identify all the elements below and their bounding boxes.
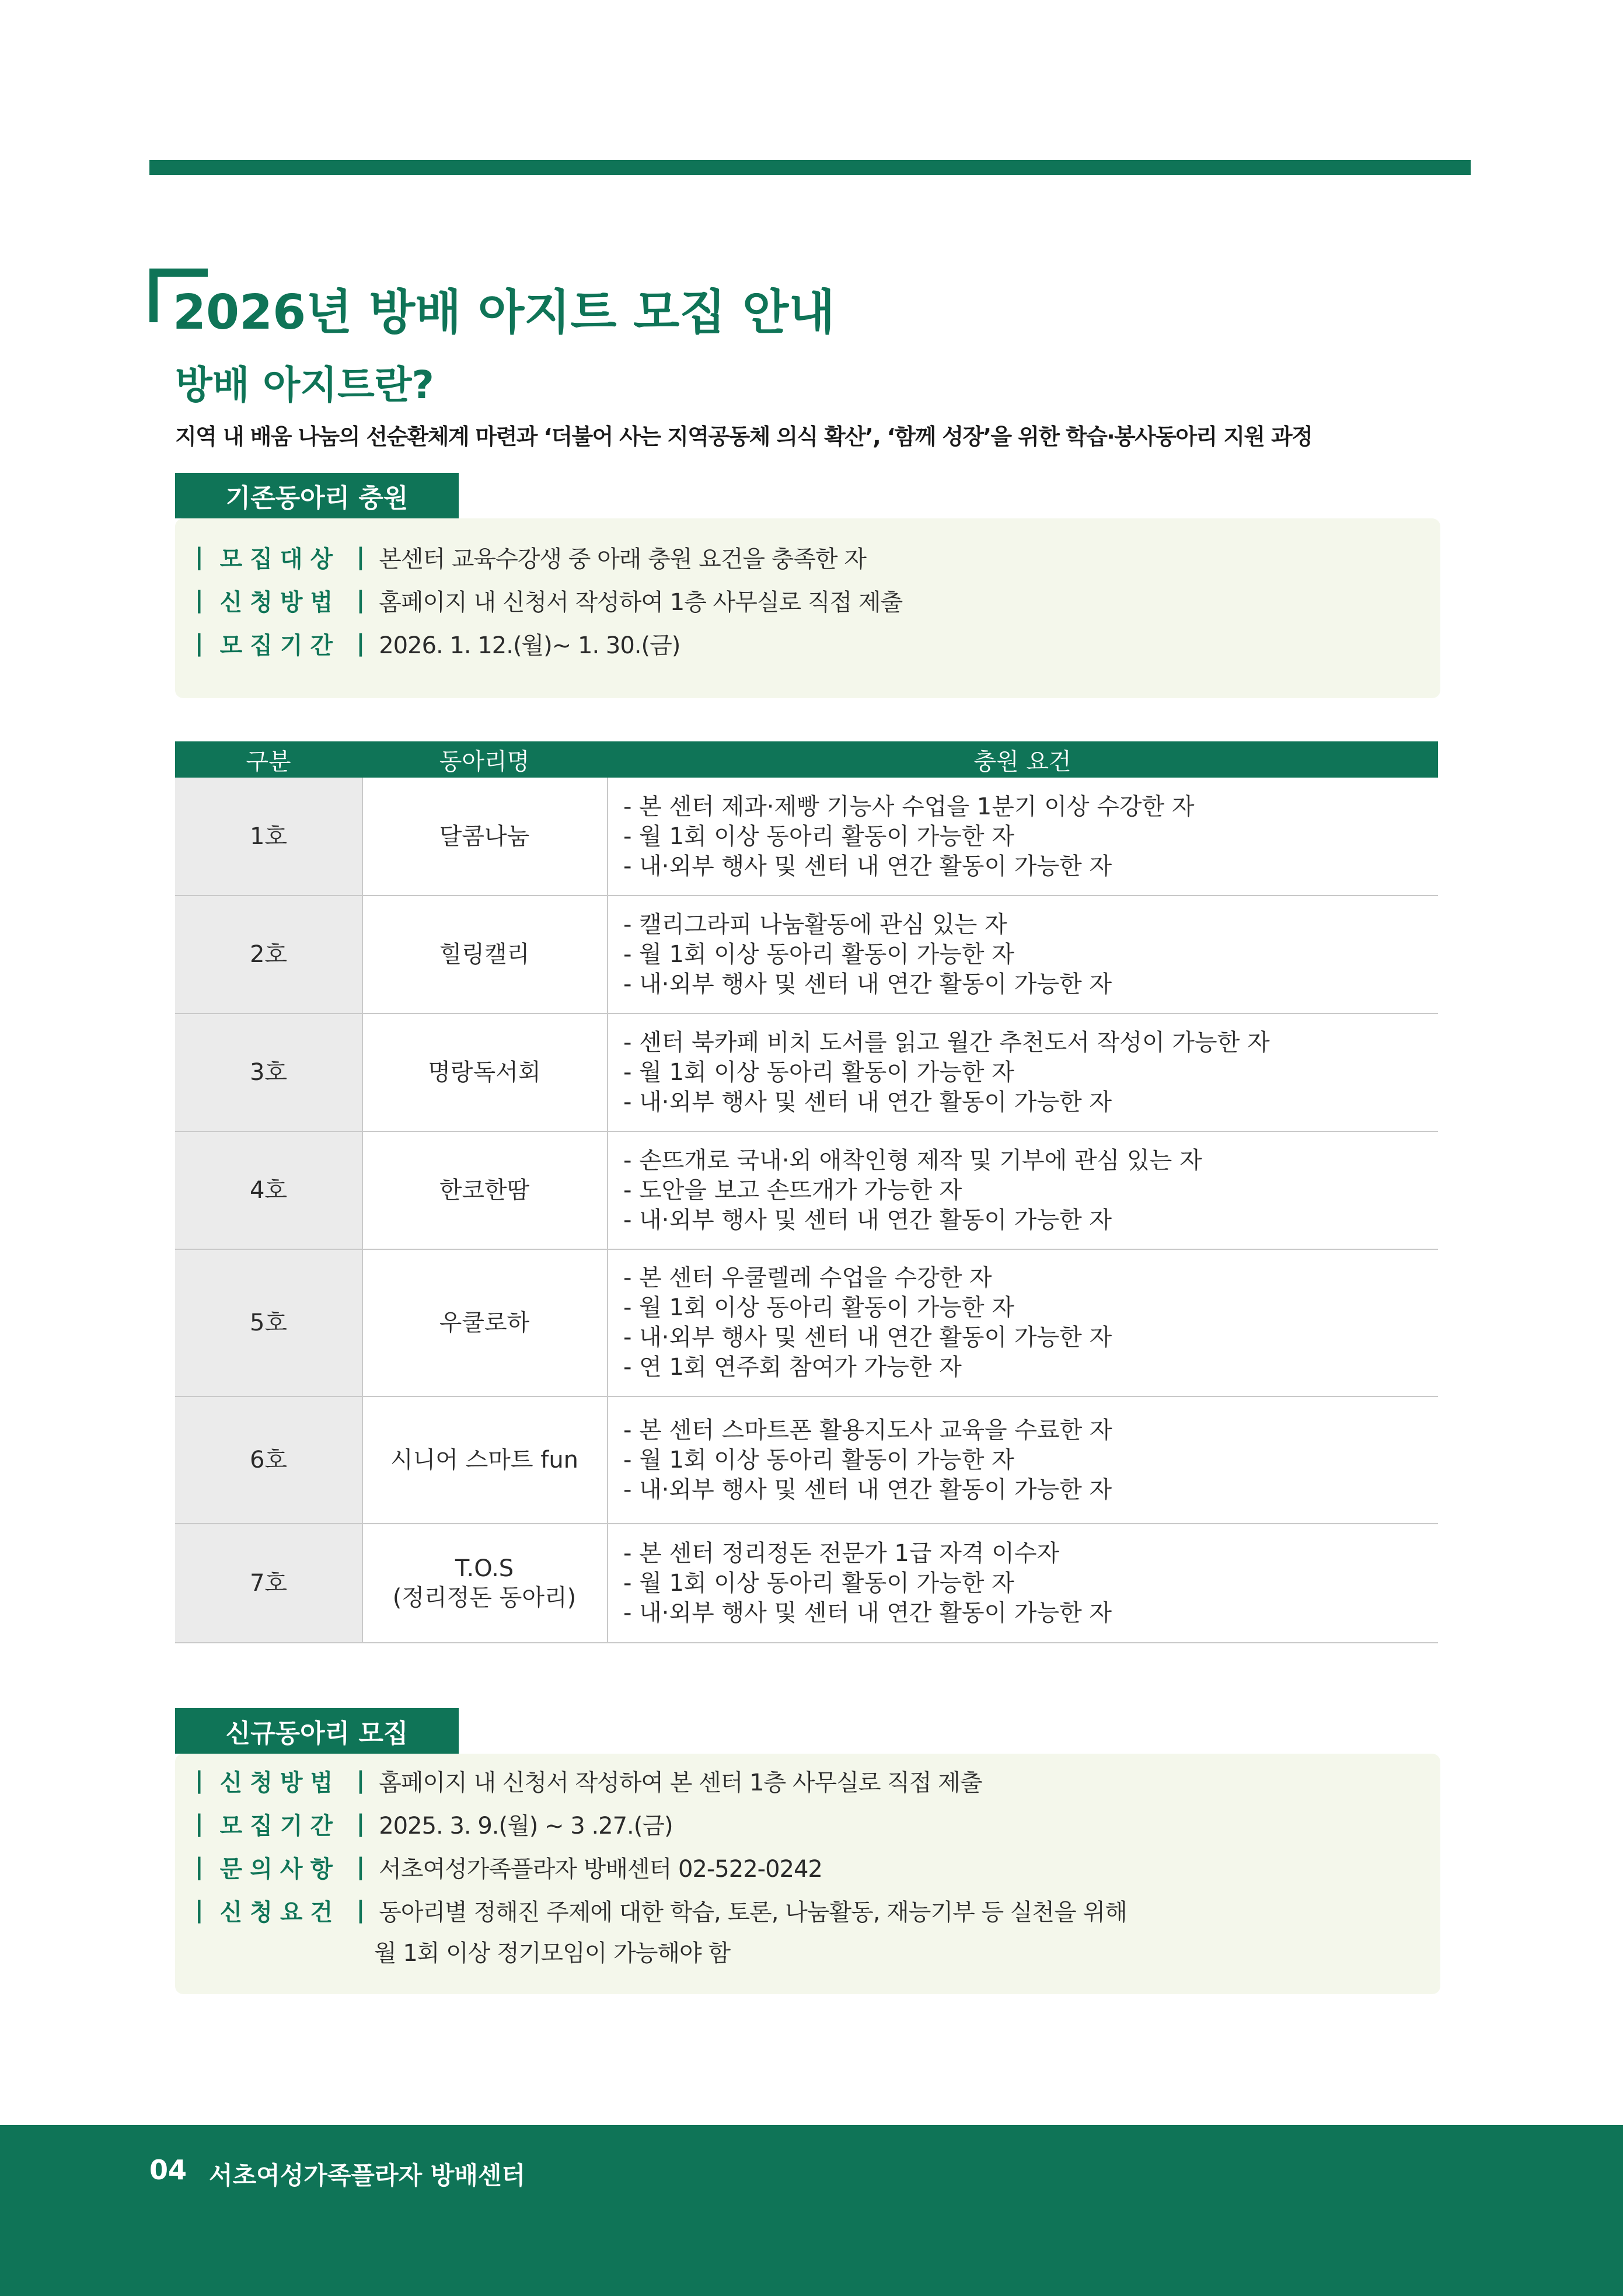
bar-divider: | <box>356 1897 365 1924</box>
bar-divider: | <box>356 587 365 614</box>
info-key: 문의사항 <box>219 1855 341 1883</box>
club-name: 힐링캘리 <box>439 941 530 968</box>
existing-club-info-box <box>175 518 1440 698</box>
requirement-item: - 내·외부 행사 및 센터 내 연간 활동이 가능한 자 <box>623 852 1112 880</box>
existing-club-label: 기존동아리 충원 <box>175 473 459 518</box>
program-description: 지역 내 배움 나눔의 선순환체계 마련과 ‘더불어 사는 지역공동체 의식 확산’, ‘함께 성장’을 위한 학습·봉사동아리 지원 과정 <box>175 424 1313 450</box>
column-header-club-name: 동아리명 <box>439 748 530 775</box>
bar-divider: | <box>356 630 365 657</box>
page-title: 2026년 방배 아지트 모집 안내 <box>173 285 835 340</box>
info-key: 신청방법 <box>219 1769 341 1796</box>
requirement-item: - 내·외부 행사 및 센터 내 연간 활동이 가능한 자 <box>623 1088 1112 1116</box>
table-cell-no: 4호 <box>249 1177 288 1204</box>
requirement-item: - 내·외부 행사 및 센터 내 연간 활동이 가능한 자 <box>623 1599 1112 1626</box>
info-row-requirements <box>175 1889 1127 1931</box>
bar-divider: | <box>195 1897 204 1924</box>
table-cell-no: 1호 <box>249 823 288 850</box>
title-corner-mark-vertical <box>149 269 158 322</box>
info-key: 신청방법 <box>219 588 341 616</box>
table-cell-no: 6호 <box>249 1447 288 1473</box>
column-divider <box>607 778 608 1643</box>
info-key: 모집기간 <box>219 632 341 659</box>
club-name: 달콤나눔 <box>439 823 530 850</box>
requirement-item: - 월 1회 이상 동아리 활동이 가능한 자 <box>623 1446 1014 1473</box>
table-cell-requirements <box>623 1249 1112 1396</box>
requirement-item: - 월 1회 이상 동아리 활동이 가능한 자 <box>623 1058 1014 1086</box>
table-header <box>175 741 1438 778</box>
club-name-note: (정리정돈 동아리) <box>392 1584 577 1611</box>
requirement-item: - 월 1회 이상 동아리 활동이 가능한 자 <box>623 1294 1014 1321</box>
requirement-item: - 캘리그라피 나눔활동에 관심 있는 자 <box>623 911 1007 938</box>
requirement-item: - 내·외부 행사 및 센터 내 연간 활동이 가능한 자 <box>623 1324 1112 1351</box>
info-value: 2025. 3. 9.(월) ~ 3 .27.(금) <box>379 1812 673 1839</box>
info-row-period <box>175 1803 673 1845</box>
new-club-info-box <box>175 1754 1440 1994</box>
bar-divider: | <box>356 1767 365 1794</box>
requirement-item: - 본 센터 스마트폰 활용지도사 교육을 수료한 자 <box>623 1416 1112 1444</box>
info-row-method <box>175 579 902 621</box>
row-divider <box>175 1642 1438 1643</box>
bar-divider: | <box>195 587 204 614</box>
bar-divider: | <box>356 1853 365 1880</box>
table-cell-no: 2호 <box>249 941 288 968</box>
table-cell-club-name <box>362 1131 607 1249</box>
info-value-continued: 월 1회 이상 정기모임이 가능해야 함 <box>374 1939 730 1967</box>
club-name: 우쿨로하 <box>439 1309 530 1336</box>
requirement-item: - 내·외부 행사 및 센터 내 연간 활동이 가능한 자 <box>623 1206 1112 1234</box>
requirement-item: - 내·외부 행사 및 센터 내 연간 활동이 가능한 자 <box>623 1476 1112 1503</box>
requirement-item: - 본 센터 정리정돈 전문가 1급 자격 이수자 <box>623 1539 1060 1567</box>
top-rule <box>149 160 1471 175</box>
table-cell-club-name <box>362 1013 607 1131</box>
info-key: 모집대상 <box>219 545 341 573</box>
bar-divider: | <box>195 630 204 657</box>
section-subtitle: 방배 아지트란? <box>175 363 434 407</box>
column-header-requirements: 충원 요건 <box>973 748 1071 775</box>
bar-divider: | <box>195 1767 204 1794</box>
club-name: 한코한땀 <box>439 1177 530 1204</box>
requirement-item: - 손뜨개로 국내·외 애착인형 제작 및 기부에 관심 있는 자 <box>623 1147 1202 1174</box>
club-name: 명랑독서회 <box>428 1059 541 1086</box>
bar-divider: | <box>195 1853 204 1880</box>
footer-band <box>0 2125 1623 2296</box>
requirement-item: - 센터 북카페 비치 도서를 읽고 월간 추천도서 작성이 가능한 자 <box>623 1029 1270 1056</box>
requirement-item: - 본 센터 제과·제빵 기능사 수업을 1분기 이상 수강한 자 <box>623 793 1195 820</box>
table-cell-club-name <box>362 1249 607 1396</box>
info-value: 서초여성가족플라자 방배센터 02-522-0242 <box>379 1855 822 1883</box>
table-cell-requirements <box>623 1013 1270 1131</box>
table-cell-club-name <box>362 896 607 1013</box>
table-cell-club-name <box>362 1524 607 1643</box>
requirement-item: - 본 센터 우쿨렐레 수업을 수강한 자 <box>623 1264 992 1291</box>
requirement-item: - 도안을 보고 손뜨개가 가능한 자 <box>623 1176 962 1204</box>
table-cell-requirements <box>623 1131 1202 1249</box>
requirement-item: - 연 1회 연주회 참여가 가능한 자 <box>623 1354 962 1381</box>
table-cell-club-name <box>362 778 607 896</box>
info-row-target <box>175 536 866 578</box>
info-key: 신청요건 <box>219 1898 341 1926</box>
bar-divider: | <box>356 543 365 570</box>
info-row-requirements-continued <box>374 1930 730 1972</box>
table-cell-no: 5호 <box>249 1309 288 1336</box>
info-value: 본센터 교육수강생 중 아래 충원 요건을 충족한 자 <box>379 545 867 573</box>
table-cell-no: 3호 <box>249 1059 288 1086</box>
club-name: T.O.S <box>455 1555 514 1582</box>
bar-divider: | <box>195 543 204 570</box>
column-header-no: 구분 <box>246 748 291 775</box>
info-row-method <box>175 1760 982 1802</box>
table-cell-requirements <box>623 1396 1112 1524</box>
info-key: 모집기간 <box>219 1812 341 1839</box>
requirement-item: - 월 1회 이상 동아리 활동이 가능한 자 <box>623 1569 1014 1597</box>
info-value: 동아리별 정해진 주제에 대한 학습, 토론, 나눔활동, 재능기부 등 실천을 위해 <box>379 1898 1127 1926</box>
table-cell-requirements <box>623 896 1112 1013</box>
table-cell-requirements <box>623 1524 1112 1643</box>
requirement-item: - 월 1회 이상 동아리 활동이 가능한 자 <box>623 940 1014 968</box>
table-cell-no: 7호 <box>249 1570 288 1597</box>
club-name: 시니어 스마트 fun <box>390 1447 579 1473</box>
table-cell-club-name <box>362 1396 607 1524</box>
bar-divider: | <box>195 1810 204 1837</box>
page-number: 04 <box>149 2154 187 2186</box>
requirement-item: - 내·외부 행사 및 센터 내 연간 활동이 가능한 자 <box>623 970 1112 998</box>
table-cell-requirements <box>623 778 1194 896</box>
info-row-inquiry <box>175 1846 822 1888</box>
requirement-item: - 월 1회 이상 동아리 활동이 가능한 자 <box>623 823 1014 850</box>
footer-org-name: 서초여성가족플라자 방배센터 <box>209 2161 526 2190</box>
info-row-period <box>175 622 680 664</box>
bar-divider: | <box>356 1810 365 1837</box>
info-value: 홈페이지 내 신청서 작성하여 본 센터 1층 사무실로 직접 제출 <box>379 1769 982 1796</box>
info-value: 홈페이지 내 신청서 작성하여 1층 사무실로 직접 제출 <box>379 588 903 616</box>
new-club-label: 신규동아리 모집 <box>175 1708 459 1754</box>
info-value: 2026. 1. 12.(월)~ 1. 30.(금) <box>379 632 680 659</box>
